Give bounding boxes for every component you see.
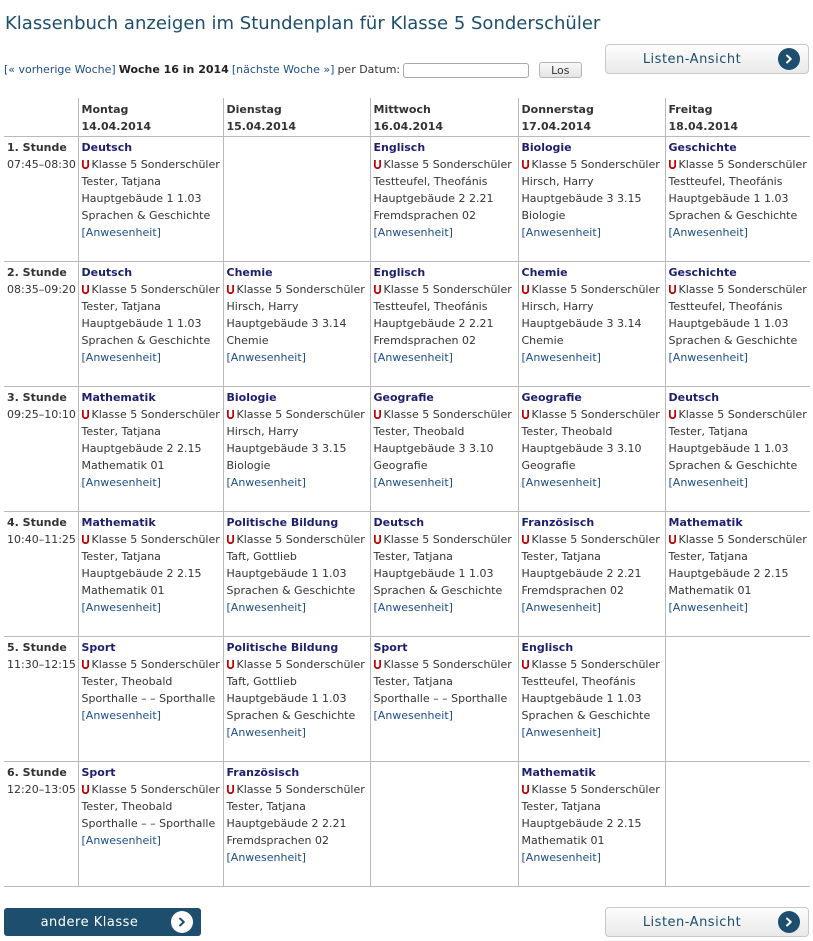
day-date: 14.04.2014 [81,120,152,133]
lesson-room: Hauptgebäude 1 1.03 [668,316,789,330]
lesson-class [669,406,808,423]
lesson-subject: Französisch [226,765,300,779]
lesson-group: Mathematik 01 [81,583,165,597]
lesson-class-name: Klasse 5 Sonderschüler [236,782,365,796]
day-name: Dienstag [226,103,282,116]
lesson-group: Sprachen & Geschichte [81,208,211,222]
lesson-class-name: Klasse 5 Sonderschüler [91,532,220,546]
lesson-room: Hauptgebäude 2 2.21 [521,566,642,580]
lesson-room: Hauptgebäude 3 3.10 [373,441,494,455]
lesson-class-name: Klasse 5 Sonderschüler [91,657,220,671]
u-magnet-icon [82,657,89,666]
u-magnet-icon [82,407,89,416]
lesson-class [374,156,515,173]
lesson-class-name: Klasse 5 Sonderschüler [383,157,512,171]
date-input[interactable] [403,63,529,78]
lesson-room: Hauptgebäude 2 2.15 [81,566,202,580]
attendance-link[interactable]: [Anwesenheit] [226,350,306,364]
lesson-teacher: Testteufel, Theofánis [373,299,488,313]
u-magnet-icon [669,157,676,166]
lesson-class-name: Klasse 5 Sonderschüler [678,532,807,546]
lesson-group: Sprachen & Geschichte [668,333,798,347]
u-magnet-icon [227,532,234,541]
lesson-teacher: Hirsch, Harry [226,299,299,313]
lesson-room: Hauptgebäude 2 2.21 [226,816,347,830]
empty-cell [370,761,518,886]
date-label: per Datum: [337,63,401,76]
lesson-subject: Geografie [373,390,434,404]
lesson-class [227,781,367,798]
lesson-teacher: Taft, Gottlieb [226,674,297,688]
other-class-label: andere Klasse [40,914,139,930]
lesson-teacher: Tester, Tatjana [668,424,748,438]
lesson-group: Fremdsprachen 02 [521,583,625,597]
lesson-class-name: Klasse 5 Sonderschüler [91,782,220,796]
lesson-room: Hauptgebäude 2 2.15 [81,441,202,455]
lesson-class-name: Klasse 5 Sonderschüler [531,282,660,296]
lesson-room: Hauptgebäude 3 3.15 [521,191,642,205]
u-magnet-icon [374,407,381,416]
lesson-subject: Sport [373,640,408,654]
timetable [4,98,810,891]
day-header-tuesday [223,98,370,136]
lesson-cell [78,761,223,886]
lesson-group: Fremdsprachen 02 [226,833,330,847]
slot-time: 11:30–12:15 [7,657,76,671]
lesson-cell [370,636,518,761]
lesson-group: Biologie [226,458,271,472]
slot-label: 2. Stunde [7,265,67,279]
lesson-subject: Geschichte [668,265,737,279]
lesson-cell [78,636,223,761]
lesson-cell [223,636,370,761]
lesson-teacher: Taft, Gottlieb [226,549,297,563]
u-magnet-icon [82,532,89,541]
lesson-class-name: Klasse 5 Sonderschüler [383,282,512,296]
slot-cell [4,636,78,761]
lesson-teacher: Tester, Tatjana [226,799,306,813]
week-navigation [4,62,582,78]
lesson-room: Hauptgebäude 2 2.15 [521,816,642,830]
attendance-link[interactable]: [Anwesenheit] [81,350,161,364]
lesson-room: Hauptgebäude 1 1.03 [373,566,494,580]
lesson-cell [518,761,665,886]
lesson-class [669,281,808,298]
lesson-cell [518,136,665,261]
lesson-cell [665,261,810,386]
lesson-cell [370,511,518,636]
u-magnet-icon [669,282,676,291]
attendance-link[interactable]: [Anwesenheit] [521,475,601,489]
lesson-cell [518,511,665,636]
timetable-row [4,136,810,261]
lesson-class [522,656,662,673]
lesson-class-name: Klasse 5 Sonderschüler [678,282,807,296]
timetable-row [4,636,810,761]
lesson-class [669,531,808,548]
day-name: Freitag [668,103,713,116]
u-magnet-icon [522,282,529,291]
attendance-link[interactable]: [Anwesenheit] [81,600,161,614]
empty-cell [665,636,810,761]
lesson-class-name: Klasse 5 Sonderschüler [236,532,365,546]
lesson-group: Sprachen & Geschichte [668,208,798,222]
list-view-label: Listen-Ansicht [642,914,742,930]
lesson-teacher: Testteufel, Theofánis [373,174,488,188]
lesson-group: Mathematik 01 [81,458,165,472]
lesson-teacher: Tester, Theobald [521,424,613,438]
lesson-teacher: Tester, Tatjana [521,799,601,813]
u-magnet-icon [669,407,676,416]
lesson-class-name: Klasse 5 Sonderschüler [236,657,365,671]
lesson-group: Fremdsprachen 02 [373,333,477,347]
day-name: Montag [81,103,129,116]
lesson-subject: Deutsch [373,515,425,529]
u-magnet-icon [227,657,234,666]
lesson-class-name: Klasse 5 Sonderschüler [531,657,660,671]
attendance-link[interactable]: [Anwesenheit] [521,225,601,239]
lesson-class-name: Klasse 5 Sonderschüler [236,407,365,421]
attendance-link[interactable]: [Anwesenheit] [521,850,601,864]
day-date: 15.04.2014 [226,120,297,133]
attendance-link[interactable]: [Anwesenheit] [373,708,453,722]
slot-cell [4,261,78,386]
slot-time: 10:40–11:25 [7,532,76,546]
lesson-group: Fremdsprachen 02 [373,208,477,222]
lesson-cell [223,386,370,511]
day-date: 17.04.2014 [521,120,592,133]
lesson-teacher: Tester, Theobald [373,424,465,438]
lesson-cell [78,386,223,511]
attendance-link[interactable]: [Anwesenheit] [521,600,601,614]
u-magnet-icon [82,282,89,291]
day-header-wednesday [370,98,518,136]
lesson-class [82,781,220,798]
lesson-cell [370,386,518,511]
lesson-subject: Deutsch [81,265,133,279]
lesson-class-name: Klasse 5 Sonderschüler [678,407,807,421]
lesson-class [82,281,220,298]
lesson-group: Chemie [226,333,269,347]
lesson-room: Sporthalle – – Sporthalle [81,691,216,705]
attendance-link[interactable]: [Anwesenheit] [226,850,306,864]
lesson-teacher: Tester, Theobald [81,799,173,813]
attendance-link[interactable]: [Anwesenheit] [226,725,306,739]
lesson-class-name: Klasse 5 Sonderschüler [383,532,512,546]
lesson-class [374,281,515,298]
lesson-cell [665,386,810,511]
attendance-link[interactable]: [Anwesenheit] [226,475,306,489]
empty-cell [223,136,370,261]
lesson-room: Hauptgebäude 2 2.21 [373,191,494,205]
lesson-cell [518,636,665,761]
list-view-label: Listen-Ansicht [642,51,742,67]
lesson-group: Sprachen & Geschichte [81,333,211,347]
list-view-button-bottom[interactable] [605,907,809,937]
day-date: 16.04.2014 [373,120,444,133]
u-magnet-icon [374,657,381,666]
day-header-friday [665,98,810,136]
attendance-link[interactable]: [Anwesenheit] [668,225,748,239]
attendance-link[interactable]: [Anwesenheit] [81,708,161,722]
lesson-class-name: Klasse 5 Sonderschüler [91,157,220,171]
lesson-cell [223,511,370,636]
lesson-teacher: Hirsch, Harry [226,424,299,438]
lesson-cell [665,511,810,636]
lesson-class [522,156,662,173]
lesson-class [374,656,515,673]
lesson-room: Sporthalle – – Sporthalle [373,691,508,705]
lesson-room: Sporthalle – – Sporthalle [81,816,216,830]
timetable-body [4,136,810,886]
slot-time: 07:45–08:30 [7,157,76,171]
lesson-group: Geografie [521,458,576,472]
slot-time: 09:25–10:10 [7,407,76,421]
lesson-group: Biologie [521,208,566,222]
empty-cell [665,761,810,886]
lesson-class-name: Klasse 5 Sonderschüler [531,532,660,546]
lesson-subject: Politische Bildung [226,515,339,529]
lesson-cell [518,386,665,511]
lesson-class [227,531,367,548]
u-magnet-icon [522,407,529,416]
u-magnet-icon [522,532,529,541]
u-magnet-icon [669,532,676,541]
attendance-link[interactable]: [Anwesenheit] [521,725,601,739]
lesson-subject: Biologie [521,140,572,154]
lesson-teacher: Tester, Tatjana [668,549,748,563]
lesson-room: Hauptgebäude 1 1.03 [521,691,642,705]
lesson-teacher: Tester, Theobald [81,674,173,688]
u-magnet-icon [82,157,89,166]
lesson-teacher: Tester, Tatjana [373,674,453,688]
lesson-class-name: Klasse 5 Sonderschüler [531,157,660,171]
slot-cell [4,511,78,636]
lesson-group: Sprachen & Geschichte [373,583,503,597]
chevron-right-icon [778,48,800,70]
slot-cell [4,136,78,261]
lesson-group: Sprachen & Geschichte [226,708,356,722]
lesson-teacher: Tester, Tatjana [521,549,601,563]
lesson-group: Geografie [373,458,428,472]
u-magnet-icon [374,282,381,291]
list-view-button-top[interactable] [605,44,809,74]
slot-cell [4,761,78,886]
next-week-link[interactable]: [nächste Woche »] [231,63,335,76]
lesson-class [522,406,662,423]
lesson-class [82,531,220,548]
attendance-link[interactable]: [Anwesenheit] [81,225,161,239]
attendance-link[interactable]: [Anwesenheit] [81,833,161,847]
lesson-subject: Chemie [226,265,273,279]
lesson-cell [518,261,665,386]
attendance-link[interactable]: [Anwesenheit] [373,600,453,614]
lesson-cell [370,261,518,386]
lesson-subject: Englisch [373,265,426,279]
slot-time: 08:35–09:20 [7,282,76,296]
slot-label: 3. Stunde [7,390,67,404]
u-magnet-icon [522,782,529,791]
lesson-class-name: Klasse 5 Sonderschüler [91,407,220,421]
lesson-class [82,406,220,423]
lesson-group: Sprachen & Geschichte [226,583,356,597]
lesson-teacher: Testteufel, Theofánis [521,674,636,688]
lesson-class [227,656,367,673]
u-magnet-icon [374,532,381,541]
attendance-link[interactable]: [Anwesenheit] [373,225,453,239]
lesson-subject: Englisch [373,140,426,154]
lesson-group: Mathematik 01 [668,583,752,597]
lesson-subject: Geografie [521,390,582,404]
lesson-teacher: Tester, Tatjana [373,549,453,563]
lesson-class [522,281,662,298]
lesson-subject: Mathematik [521,765,596,779]
slot-label: 5. Stunde [7,640,67,654]
u-magnet-icon [227,282,234,291]
timetable-row [4,761,810,886]
lesson-subject: Sport [81,640,116,654]
chevron-right-icon [778,911,800,933]
slot-cell [4,386,78,511]
lesson-subject: Mathematik [81,515,156,529]
lesson-class [522,781,662,798]
lesson-class-name: Klasse 5 Sonderschüler [236,282,365,296]
lesson-room: Hauptgebäude 3 3.14 [521,316,642,330]
lesson-subject: Deutsch [668,390,720,404]
u-magnet-icon [522,657,529,666]
current-week-label: Woche 16 in 2014 [118,63,229,76]
lesson-class-name: Klasse 5 Sonderschüler [531,407,660,421]
timetable-row [4,261,810,386]
lesson-class-name: Klasse 5 Sonderschüler [91,282,220,296]
slot-label: 1. Stunde [7,140,67,154]
attendance-link[interactable]: [Anwesenheit] [668,475,748,489]
lesson-room: Hauptgebäude 2 2.21 [373,316,494,330]
lesson-subject: Sport [81,765,116,779]
lesson-subject: Mathematik [81,390,156,404]
attendance-link[interactable]: [Anwesenheit] [226,600,306,614]
lesson-room: Hauptgebäude 3 3.14 [226,316,347,330]
lesson-teacher: Hirsch, Harry [521,299,594,313]
lesson-cell [223,261,370,386]
lesson-cell [665,136,810,261]
lesson-cell [78,136,223,261]
lesson-teacher: Testteufel, Theofánis [668,299,783,313]
page-title: Klassenbuch anzeigen im Stundenplan für Klasse 5 Sonderschüler [5,13,601,35]
lesson-class [227,406,367,423]
u-magnet-icon [227,407,234,416]
lesson-room: Hauptgebäude 3 3.15 [226,441,347,455]
lesson-class [522,531,662,548]
day-header-row [4,98,810,136]
day-name: Mittwoch [373,103,431,116]
day-date: 18.04.2014 [668,120,739,133]
lesson-subject: Französisch [521,515,595,529]
lesson-class [374,531,515,548]
lesson-subject: Englisch [521,640,574,654]
timetable-grid [4,98,810,887]
lesson-room: Hauptgebäude 1 1.03 [226,691,347,705]
timetable-row [4,386,810,511]
lesson-subject: Chemie [521,265,568,279]
lesson-class-name: Klasse 5 Sonderschüler [383,407,512,421]
lesson-class [374,406,515,423]
lesson-class [82,156,220,173]
lesson-teacher: Testteufel, Theofánis [668,174,783,188]
lesson-room: Hauptgebäude 2 2.15 [668,566,789,580]
lesson-class-name: Klasse 5 Sonderschüler [678,157,807,171]
lesson-subject: Biologie [226,390,277,404]
slot-time: 12:20–13:05 [7,782,76,796]
lesson-teacher: Tester, Tatjana [81,424,161,438]
corner-cell [4,98,78,136]
attendance-link[interactable]: [Anwesenheit] [668,350,748,364]
lesson-teacher: Hirsch, Harry [521,174,594,188]
slot-label: 4. Stunde [7,515,67,529]
lesson-class [82,656,220,673]
lesson-room: Hauptgebäude 1 1.03 [668,441,789,455]
lesson-class [227,281,367,298]
lesson-cell [370,136,518,261]
go-button[interactable]: Los [539,62,581,78]
lesson-class [669,156,808,173]
chevron-right-icon [171,911,193,933]
lesson-room: Hauptgebäude 1 1.03 [81,191,202,205]
lesson-room: Hauptgebäude 1 1.03 [668,191,789,205]
lesson-teacher: Tester, Tatjana [81,174,161,188]
lesson-cell [223,761,370,886]
u-magnet-icon [227,782,234,791]
lesson-group: Sprachen & Geschichte [668,458,798,472]
day-name: Donnerstag [521,103,594,116]
day-header-thursday [518,98,665,136]
day-header-monday [78,98,223,136]
attendance-link[interactable]: [Anwesenheit] [373,350,453,364]
attendance-link[interactable]: [Anwesenheit] [81,475,161,489]
lesson-class-name: Klasse 5 Sonderschüler [383,657,512,671]
lesson-group: Mathematik 01 [521,833,605,847]
lesson-group: Chemie [521,333,564,347]
attendance-link[interactable]: [Anwesenheit] [521,350,601,364]
u-magnet-icon [82,782,89,791]
lesson-subject: Mathematik [668,515,743,529]
lesson-cell [78,511,223,636]
slot-label: 6. Stunde [7,765,67,779]
u-magnet-icon [374,157,381,166]
lesson-teacher: Tester, Tatjana [81,299,161,313]
attendance-link[interactable]: [Anwesenheit] [668,600,748,614]
attendance-link[interactable]: [Anwesenheit] [373,475,453,489]
lesson-subject: Deutsch [81,140,133,154]
lesson-class-name: Klasse 5 Sonderschüler [531,782,660,796]
lesson-subject: Geschichte [668,140,737,154]
timetable-row [4,511,810,636]
lesson-room: Hauptgebäude 3 3.10 [521,441,642,455]
lesson-group: Sprachen & Geschichte [521,708,651,722]
previous-week-link[interactable]: [« vorherige Woche] [4,63,116,76]
lesson-room: Hauptgebäude 1 1.03 [81,316,202,330]
lesson-teacher: Tester, Tatjana [81,549,161,563]
lesson-room: Hauptgebäude 1 1.03 [226,566,347,580]
lesson-cell [78,261,223,386]
lesson-subject: Politische Bildung [226,640,339,654]
u-magnet-icon [522,157,529,166]
other-class-button[interactable] [4,908,201,936]
